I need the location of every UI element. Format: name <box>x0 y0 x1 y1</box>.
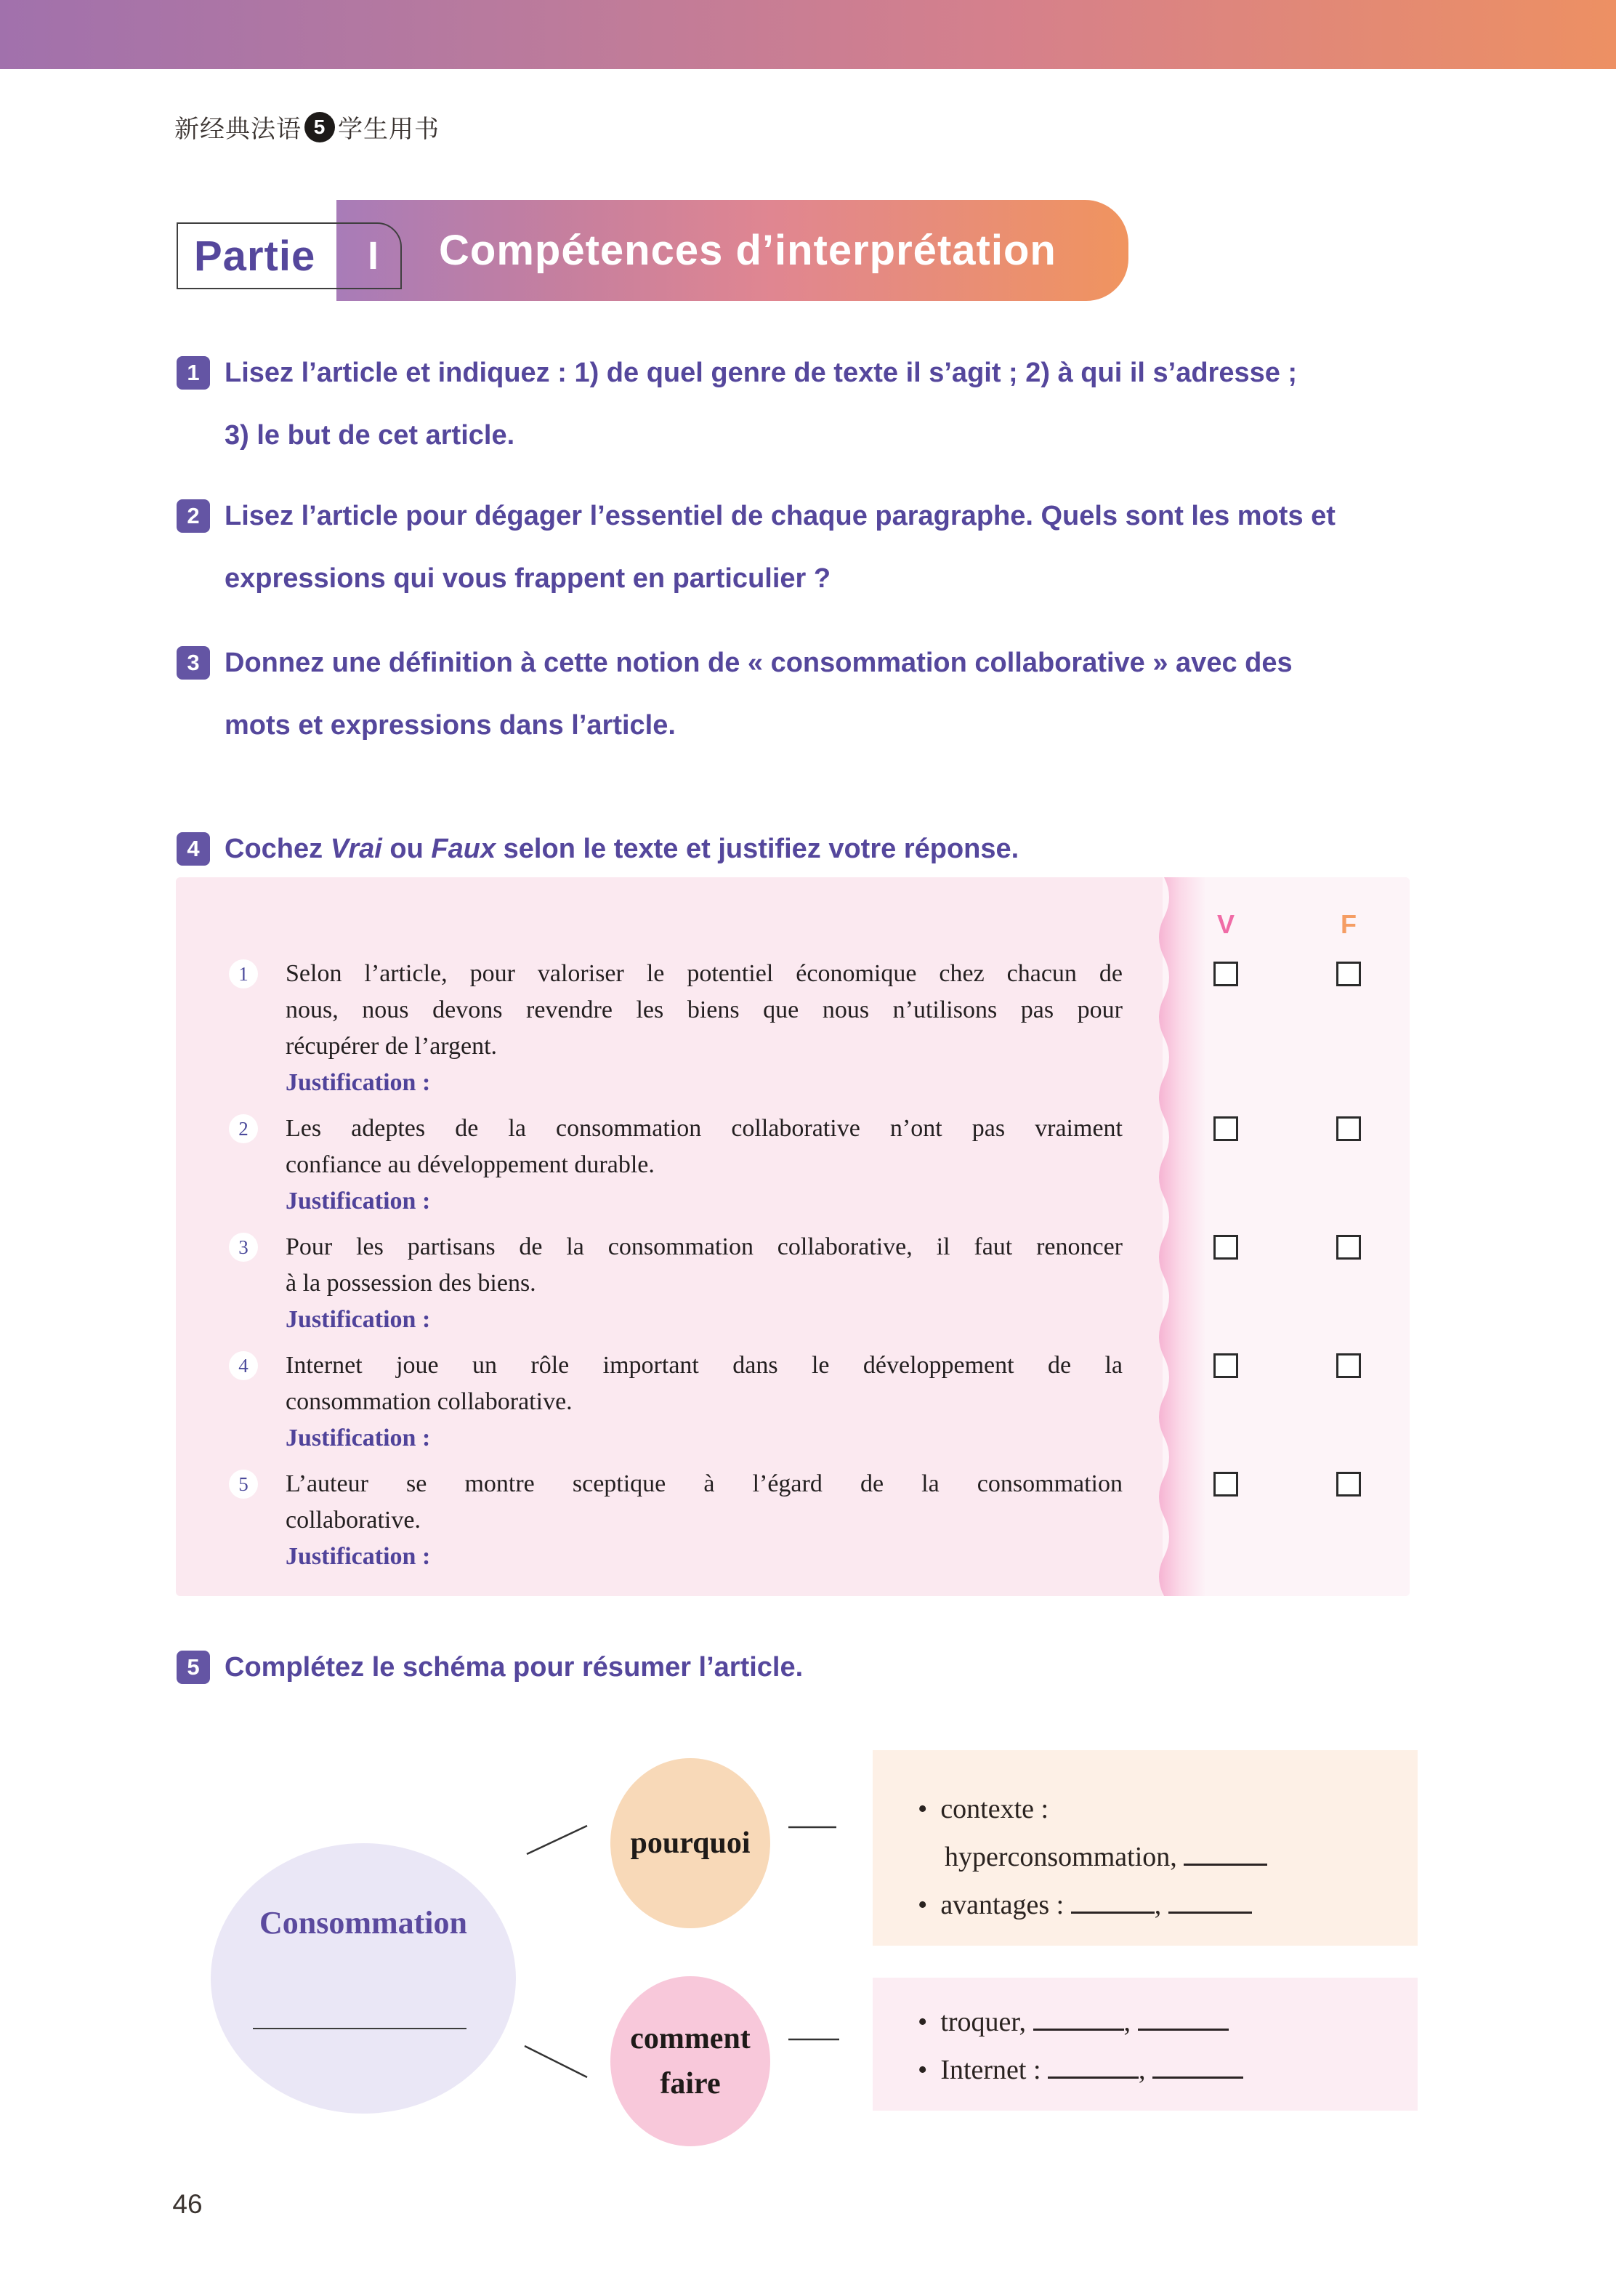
row-3-justification-label: Justification : <box>286 1306 431 1333</box>
table-row <box>229 1466 1410 1575</box>
comment-faire-box <box>873 1978 1418 2111</box>
checkbox-v-row-4[interactable] <box>1213 1353 1238 1378</box>
contexte-bullet: • contexte : <box>918 1785 1418 1833</box>
italic-faux: Faux <box>431 834 496 864</box>
partie-label-box <box>177 222 402 289</box>
row-2-statement-line-2: confiance au développement durable. <box>286 1151 655 1178</box>
exercise-5-line-1: Complétez le schéma pour résumer l’article. <box>225 1652 804 1683</box>
exercise-3-number-badge: 3 <box>177 646 210 680</box>
exercise-1-text <box>225 342 1297 467</box>
row-5-number: 5 <box>229 1470 258 1499</box>
top-gradient-bar <box>0 0 1616 69</box>
row-2-number: 2 <box>229 1114 258 1143</box>
exercise-5-text <box>225 1636 803 1699</box>
troquer-bullet: • troquer, , <box>918 1998 1418 2046</box>
italic-vrai: Vrai <box>330 834 382 864</box>
checkbox-f-row-5[interactable] <box>1336 1472 1361 1497</box>
book-title-suffix: 学生用书 <box>338 116 440 143</box>
blank-line[interactable] <box>1033 2004 1124 2031</box>
row-5-justification-label: Justification : <box>286 1543 431 1570</box>
exercise-4-line-1: Cochez Vrai ou Faux selon le texte et justifiez votre réponse. <box>225 834 1019 864</box>
book-title-prefix: 新经典法语 <box>174 116 302 143</box>
checkbox-v-row-5[interactable] <box>1213 1472 1238 1497</box>
checkbox-f-row-4[interactable] <box>1336 1353 1361 1378</box>
blank-line[interactable] <box>1152 2052 1243 2079</box>
exercise-2 <box>177 485 1336 610</box>
row-3-statement-line-1: Pour les partisans de la consommation collaborative, il faut renoncer <box>286 1233 1123 1260</box>
row-4-justification-label: Justification : <box>286 1425 431 1451</box>
row-5-statement-line-2: collaborative. <box>286 1507 421 1534</box>
row-3-statement-line-2: à la possession des biens. <box>286 1270 536 1297</box>
table-row <box>229 956 1410 1101</box>
avantages-bullet: • avantages : , <box>918 1881 1418 1929</box>
row-3-number: 3 <box>229 1233 258 1262</box>
vf-rows <box>176 877 1410 1575</box>
blank-line[interactable] <box>1071 1887 1155 1914</box>
blank-line[interactable] <box>1168 1887 1252 1914</box>
consommation-label: Consommation <box>259 1905 468 1941</box>
row-4-statement-line-1: Internet joue un rôle important dans le développement de la <box>286 1352 1123 1379</box>
exercise-1 <box>177 342 1297 467</box>
column-header-vrai: V <box>1216 909 1235 939</box>
pourquoi-ellipse <box>610 1758 770 1928</box>
exercise-3-line-2: mots et expressions dans l’article. <box>225 710 676 741</box>
checkbox-v-row-3[interactable] <box>1213 1235 1238 1260</box>
book-header <box>174 109 440 145</box>
exercise-2-line-2: expressions qui vous frappent en particulier ? <box>225 563 831 594</box>
internet-bullet: • Internet : , <box>918 2046 1418 2094</box>
table-row <box>229 1348 1410 1457</box>
table-row <box>229 1111 1410 1220</box>
checkbox-f-row-1[interactable] <box>1336 962 1361 986</box>
exercise-4-number-badge: 4 <box>177 832 210 866</box>
true-false-table <box>176 877 1410 1596</box>
exercise-3-line-1: Donnez une définition à cette notion de « consommation collaborative » avec des <box>225 648 1293 678</box>
comment-label: comment <box>630 2022 751 2055</box>
row-1-statement-line-1: Selon l’article, pour valoriser le potentiel économique chez chacun de <box>286 960 1123 987</box>
row-1-justification-label: Justification : <box>286 1069 431 1096</box>
row-1-number: 1 <box>229 959 258 988</box>
exercise-3-text <box>225 632 1293 757</box>
consommation-ellipse <box>211 1843 516 2114</box>
exercise-5 <box>177 1636 803 1699</box>
exercise-1-number-badge: 1 <box>177 356 210 390</box>
comment-faire-ellipse <box>610 1976 770 2146</box>
row-2-justification-label: Justification : <box>286 1188 431 1215</box>
faire-label: faire <box>660 2067 721 2100</box>
row-4-number: 4 <box>229 1351 258 1380</box>
exercise-5-number-badge: 5 <box>177 1651 210 1684</box>
pourquoi-box <box>873 1750 1418 1946</box>
hyperconsommation-line: hyperconsommation, <box>918 1833 1418 1881</box>
checkbox-v-row-1[interactable] <box>1213 962 1238 986</box>
exercise-2-text <box>225 485 1336 610</box>
row-1-statement-line-2: nous, nous devons revendre les biens que nous n’utilisons pas pour <box>286 996 1123 1023</box>
exercise-1-line-1: Lisez l’article et indiquez : 1) de quel genre de texte il s’agit ; 2) à qui il s’adresse ; <box>225 358 1298 388</box>
exercise-3 <box>177 632 1293 757</box>
exercise-1-line-2: 3) le but de cet article. <box>225 420 515 451</box>
checkbox-f-row-2[interactable] <box>1336 1116 1361 1141</box>
blank-line[interactable] <box>1138 2004 1229 2031</box>
partie-label: Partie <box>194 232 316 280</box>
column-header-faux: F <box>1341 909 1357 939</box>
volume-5-badge-icon: 5 <box>304 112 335 142</box>
exercise-4-text <box>225 818 1019 880</box>
pourquoi-label: pourquoi <box>630 1826 751 1860</box>
exercise-4 <box>177 818 1019 880</box>
checkbox-f-row-3[interactable] <box>1336 1235 1361 1260</box>
table-row <box>229 1229 1410 1338</box>
section-title: Compétences d’interprétation <box>439 227 1057 274</box>
row-1-statement-line-3: récupérer de l’argent. <box>286 1033 498 1060</box>
row-4-statement-line-2: consommation collaborative. <box>286 1388 573 1415</box>
blank-line[interactable] <box>1048 2052 1139 2079</box>
summary-schema <box>0 1730 1616 2188</box>
row-2-statement-line-1: Les adeptes de la consommation collaborative n’ont pas vraiment <box>286 1115 1123 1142</box>
checkbox-v-row-2[interactable] <box>1213 1116 1238 1141</box>
exercise-2-number-badge: 2 <box>177 499 210 533</box>
exercise-2-line-1: Lisez l’article pour dégager l’essentiel de chaque paragraphe. Quels sont les mots et <box>225 501 1336 531</box>
partie-number: I <box>367 234 379 278</box>
blank-line[interactable] <box>1184 1839 1267 1866</box>
blank-line[interactable] <box>253 2028 466 2029</box>
page-number: 46 <box>172 2189 203 2219</box>
row-5-statement-line-1: L’auteur se montre sceptique à l’égard de la consommation <box>286 1470 1123 1497</box>
